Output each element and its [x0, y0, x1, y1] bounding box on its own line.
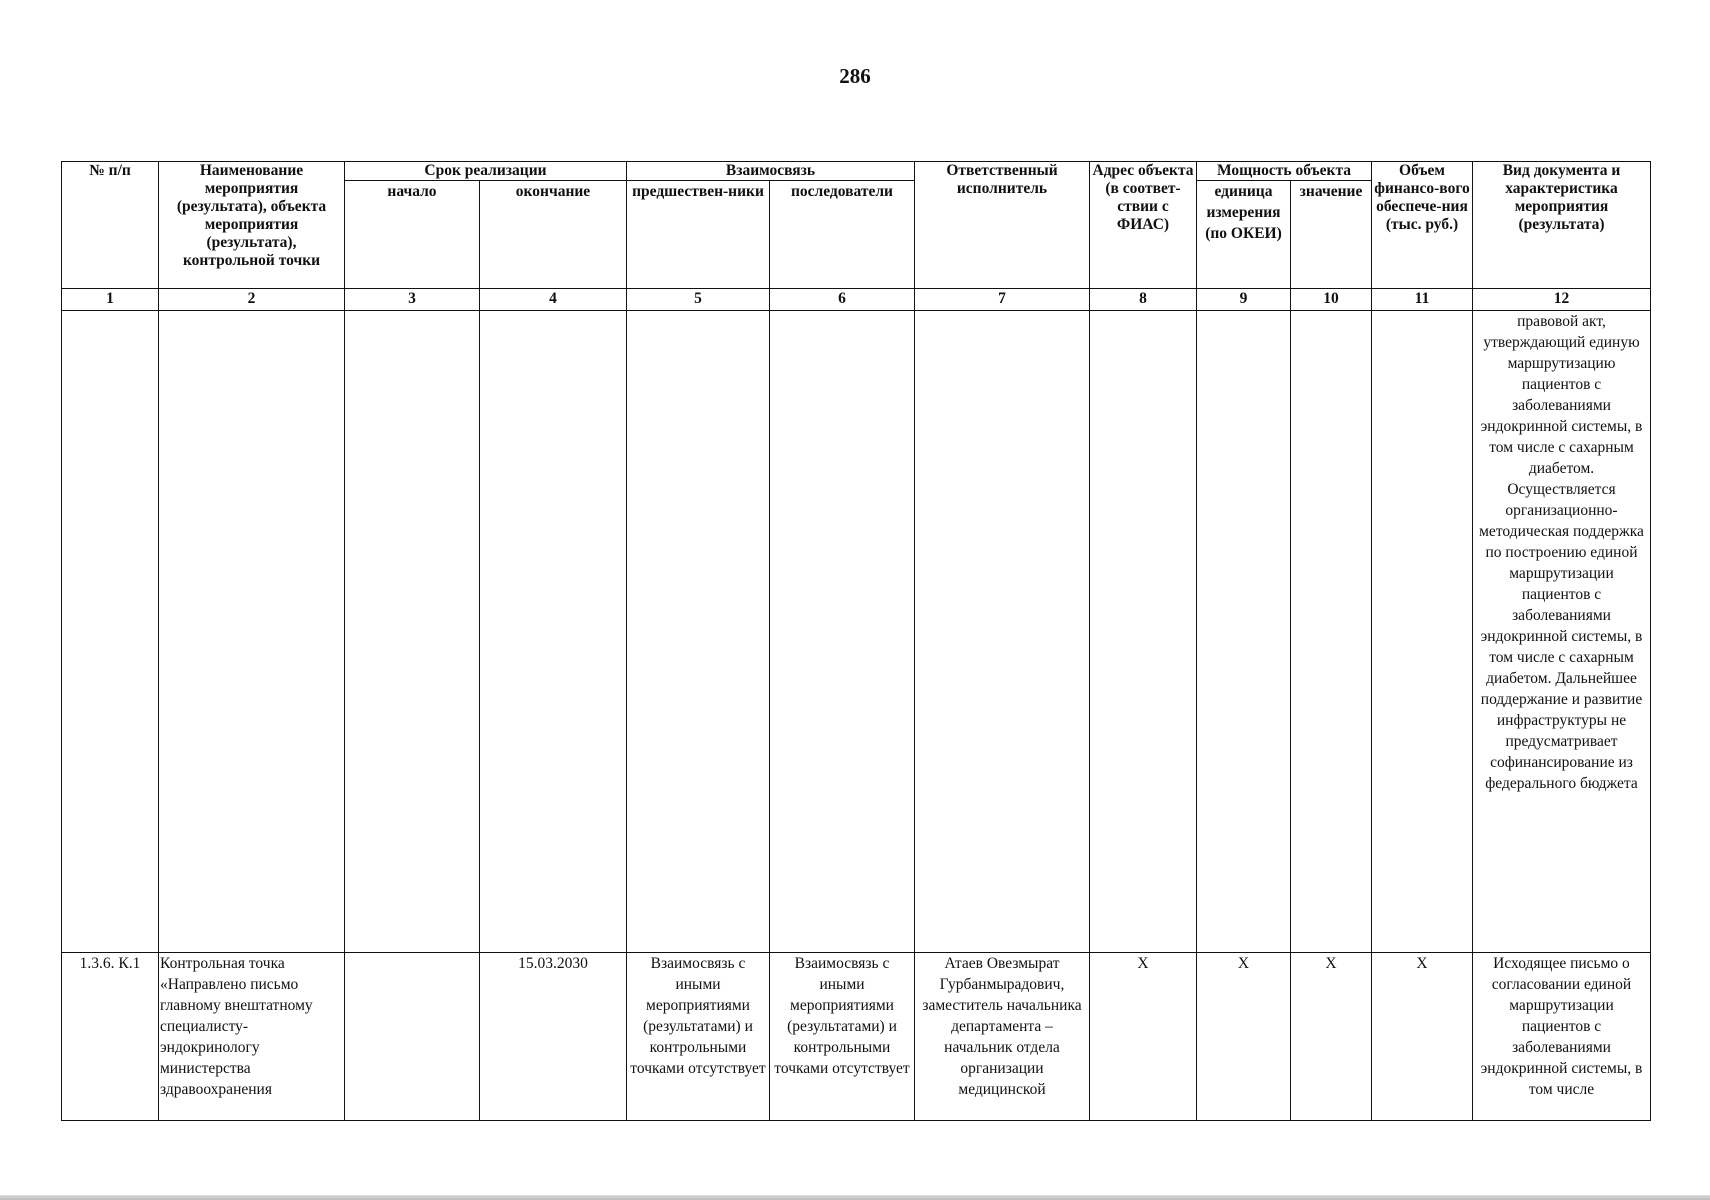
cell-unit: X: [1197, 953, 1291, 1121]
column-number: 10: [1291, 289, 1372, 311]
cell-financing: [1372, 311, 1473, 953]
cell-end: [480, 311, 627, 953]
cell-responsible: [915, 311, 1090, 953]
cell-financing: X: [1372, 953, 1473, 1121]
column-number: 8: [1090, 289, 1197, 311]
header-col-predecessors: предшествен-ники: [627, 181, 770, 289]
page-number: 286: [839, 64, 871, 88]
cell-document: правовой акт, утверждающий единую маршрутизацию пациентов с заболеваниями эндокринной системы, в том числе с сахарным диабетом. Осуществляется организационно-методическая поддержка по построению единой маршрутизации пациентов с заболеваниями эндокринной системы, в том числе с сахарным диабетом. Дальнейшее поддержание и развитие инфраструктуры не предусматривает софинансирование из федерального бюджета: [1473, 311, 1651, 953]
header-col-end: окончание: [480, 181, 627, 289]
cell-unit: [1197, 311, 1291, 953]
cell-number: 1.3.6. К.1: [62, 953, 159, 1121]
header-col-unit: единица измерения (по ОКЕИ): [1197, 181, 1291, 289]
cell-value: X: [1291, 953, 1372, 1121]
header-col-address: Адрес объекта (в соответ-ствии с ФИАС): [1090, 162, 1197, 289]
header-col-number: № п/п: [62, 162, 159, 289]
cell-address: [1090, 311, 1197, 953]
cell-predecessors: Взаимосвязь с иными мероприятиями (результатами) и контрольными точками отсутствует: [627, 953, 770, 1121]
cell-end: 15.03.2030: [480, 953, 627, 1121]
table-row: [62, 311, 1651, 953]
cell-successors: Взаимосвязь с иными мероприятиями (результатами) и контрольными точками отсутствует: [770, 953, 915, 1121]
cell-document: Исходящее письмо о согласовании единой маршрутизации пациентов с заболеваниями эндокринной системы, в том числе: [1473, 953, 1651, 1121]
header-group-link: Взаимосвязь: [627, 162, 915, 181]
column-number: 6: [770, 289, 915, 311]
column-number: 4: [480, 289, 627, 311]
cell-value: [1291, 311, 1372, 953]
column-number: 3: [345, 289, 480, 311]
cell-name: [159, 311, 345, 953]
cell-start: [345, 311, 480, 953]
column-number: 7: [915, 289, 1090, 311]
header-col-start: начало: [345, 181, 480, 289]
header-col-name: Наименование мероприятия (результата), объекта мероприятия (результата), контрольной точки: [159, 162, 345, 289]
header-col-value: значение: [1291, 181, 1372, 289]
header-group-term: Срок реализации: [345, 162, 627, 181]
column-number: 2: [159, 289, 345, 311]
column-number: 1: [62, 289, 159, 311]
cell-start: [345, 953, 480, 1121]
column-number: 11: [1372, 289, 1473, 311]
header-col-successors: последователи: [770, 181, 915, 289]
cell-address: X: [1090, 953, 1197, 1121]
table-row: [62, 953, 1651, 1121]
cell-predecessors: [627, 311, 770, 953]
header-group-capacity: Мощность объекта: [1197, 162, 1372, 181]
header-row-top: [62, 162, 1651, 181]
scan-edge: [0, 1195, 1710, 1200]
header-col-document: Вид документа и характеристика мероприятия (результата): [1473, 162, 1651, 289]
cell-number: [62, 311, 159, 953]
column-number: 9: [1197, 289, 1291, 311]
cell-name: Контрольная точка «Направлено письмо главному внештатному специалисту-эндокринологу министерства здравоохранения: [159, 953, 345, 1121]
activities-table: [61, 161, 1651, 1121]
column-number: 5: [627, 289, 770, 311]
column-number: 12: [1473, 289, 1651, 311]
header-col-responsible: Ответственный исполнитель: [915, 162, 1090, 289]
column-number-row: [62, 289, 1651, 311]
cell-responsible: Атаев Овезмырат Гурбанмырадович, заместитель начальника департамента – начальник отдела организации медицинской: [915, 953, 1090, 1121]
header-col-financing: Объем финансо-вого обеспече-ния (тыс. руб.): [1372, 162, 1473, 289]
cell-successors: [770, 311, 915, 953]
